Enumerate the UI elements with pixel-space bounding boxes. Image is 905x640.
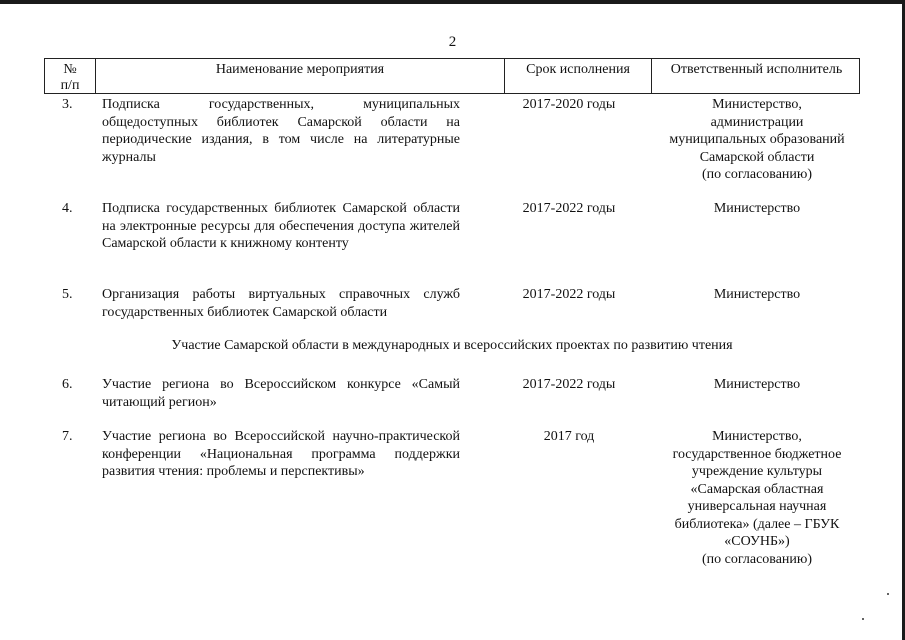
row-number: 5. [62,287,73,302]
row-activity: Участие региона во Всероссийской научно-практической конференции «Национальная программа поддержки развития чтения: проблемы и перспективы» [102,429,460,479]
page-number: 2 [448,34,457,50]
row-responsible: Министерство [713,377,801,392]
row-activity: Участие региона во Всероссийском конкурсе «Самый читающий регион» [102,377,460,410]
table-header [44,58,860,94]
row-term: 2017 год [543,429,595,444]
row-number: 7. [62,429,73,444]
header-col-responsible: Ответственный исполнитель [670,62,843,77]
header-col-term: Срок исполнения [505,59,652,94]
row-number: 6. [62,377,73,392]
row-activity: Подписка государственных библиотек Самарской области на электронные ресурсы для обеспечения доступа жителей Самарской области к книжному контенту [102,201,460,251]
row-term: 2017-2020 годы [522,97,616,112]
row-term: 2017-2022 годы [522,201,616,216]
row-number: 4. [62,201,73,216]
scan-border-top [0,0,905,4]
row-term: 2017-2022 годы [522,377,616,392]
row-responsible: Министерство, администрации муниципальных образований Самарской области (по согласованию) [669,97,845,182]
row-responsible: Министерство [713,287,801,302]
row-number: 3. [62,97,73,112]
header-col-name: Наименование мероприятия [96,59,505,94]
header-col-number: № п/п [45,59,96,94]
scan-speck [862,618,864,620]
section-title: Участие Самарской области в международных и всероссийских проектах по развитию чтения [171,338,733,353]
row-activity: Организация работы виртуальных справочных служб государственных библиотек Самарской области [102,287,460,320]
row-term: 2017-2022 годы [522,287,616,302]
row-activity: Подписка государственных, муниципальных общедоступных библиотек Самарской области на периодические издания, в том числе на литературные журналы [102,97,460,165]
scan-speck [887,593,889,595]
row-responsible: Министерство, государственное бюджетное учреждение культуры «Самарская областная универсальная научная библиотека» (далее – ГБУК «СОУНБ») (по согласованию) [672,429,842,567]
row-responsible: Министерство [713,201,801,216]
